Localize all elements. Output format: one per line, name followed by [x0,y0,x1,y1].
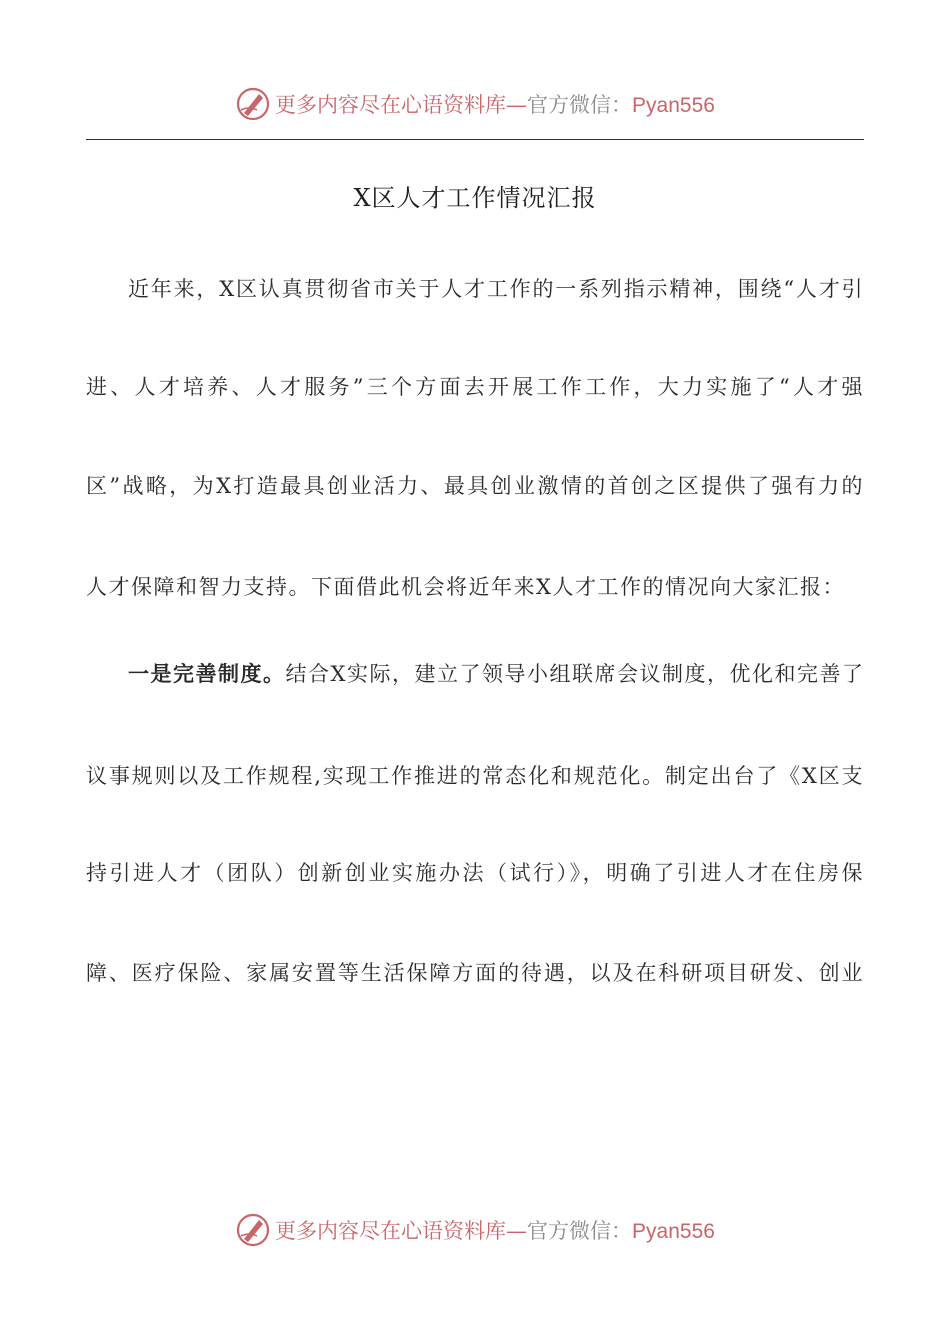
document-title: X区人才工作情况汇报 [353,184,597,212]
watermark-text: 更多内容尽在心语资料库—官方微信：Pyan556 [275,93,715,117]
paragraph-line: 近年来，X区认真贯彻省市关于人才工作的一系列指示精神，围绕“人才引 [128,277,864,301]
paragraph-line: 一是完善制度。结合X实际，建立了领导小组联席会议制度，优化和完善了 [128,662,865,686]
paragraph-line: 人才保障和智力支持。下面借此机会将近年来X人才工作的情况向大家汇报： [86,575,845,599]
footer-watermark [0,1210,950,1250]
header-divider [86,139,864,140]
watermark-text: 更多内容尽在心语资料库—官方微信：Pyan556 [275,1219,715,1243]
section-lead: 一是完善制度。 [128,662,286,686]
pen-logo-icon [235,86,271,122]
paragraph-line: 持引进人才（团队）创新创业实施办法（试行）》，明确了引进人才在住房保 [86,861,864,885]
pen-logo-icon [235,1212,271,1248]
paragraph-line: 区”战略，为X打造最具创业活力、最具创业激情的首创之区提供了强有力的 [86,474,864,498]
paragraph-line: 议事规则以及工作规程,实现工作推进的常态化和规范化。制定出台了《X区支 [86,764,864,788]
header-watermark [0,84,950,124]
paragraph-line: 障、医疗保险、家属安置等生活保障方面的待遇，以及在科研项目研发、创业 [86,961,864,985]
paragraph-line: 进、人才培养、人才服务”三个方面去开展工作工作，大力实施了“人才强 [86,375,864,399]
